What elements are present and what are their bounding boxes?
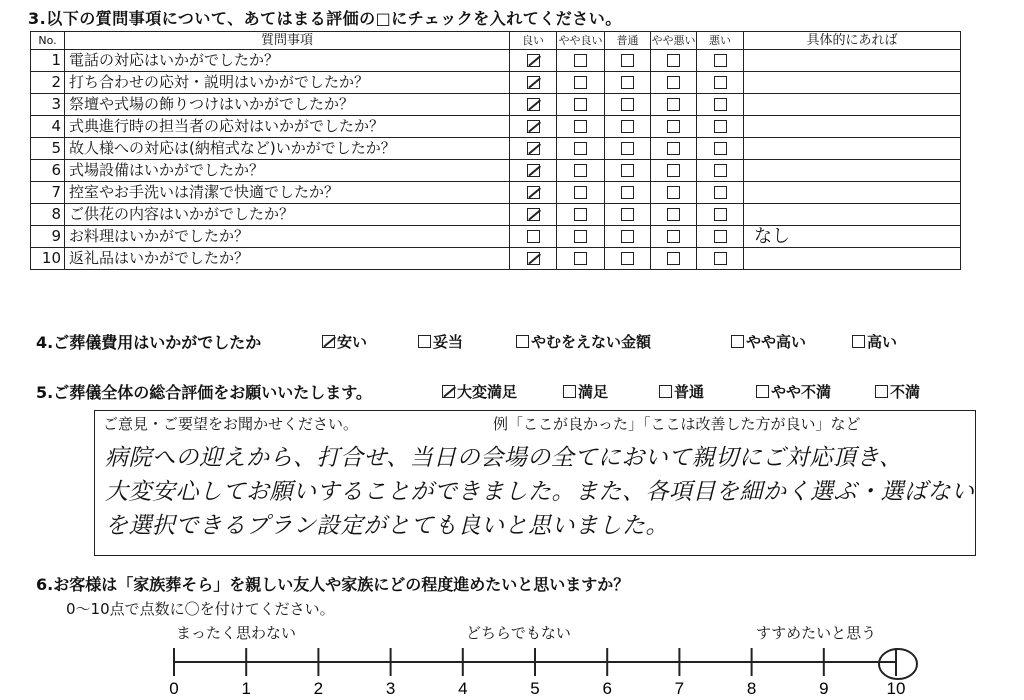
section4-checkbox[interactable] <box>731 335 744 348</box>
rating-checkbox[interactable] <box>527 186 540 199</box>
rating-checkbox[interactable] <box>621 76 634 89</box>
rating-cell <box>697 182 744 204</box>
rating-checkbox[interactable] <box>574 186 587 199</box>
question-text: 控室やお手洗いは清潔で快適でしたか？ <box>65 182 510 204</box>
section5-option[interactable] <box>563 381 608 402</box>
rating-cell <box>651 204 697 226</box>
section4-option[interactable] <box>516 331 651 352</box>
rating-checkbox[interactable] <box>574 54 587 67</box>
rating-cell <box>557 116 605 138</box>
section5-checkbox[interactable] <box>875 385 888 398</box>
rating-checkbox[interactable] <box>714 252 727 265</box>
table-row <box>31 226 961 248</box>
rating-cell <box>697 248 744 270</box>
rating-cell <box>510 72 557 94</box>
rating-cell <box>557 204 605 226</box>
section6-title: 6.お客様は「家族葬そら」を親しい友人や家族にどの程度進めたいと思いますか？ <box>36 575 630 594</box>
section5-option[interactable] <box>659 381 704 402</box>
question-text: 打ち合わせの応対・説明はいかがでしたか？ <box>65 72 510 94</box>
section5-option-label: やや不満 <box>771 383 832 401</box>
scale-tick-label[interactable]: 0 <box>169 679 179 698</box>
table-row <box>31 160 961 182</box>
header-rating-bad: 悪い <box>697 32 744 50</box>
rating-checkbox[interactable] <box>667 186 680 199</box>
rating-checkbox[interactable] <box>621 230 634 243</box>
question-text: ご供花の内容はいかがでしたか？ <box>65 204 510 226</box>
rating-checkbox[interactable] <box>621 164 634 177</box>
table-row <box>31 50 961 72</box>
rating-cell <box>557 50 605 72</box>
rating-checkbox[interactable] <box>667 164 680 177</box>
rating-cell <box>697 50 744 72</box>
question-comment[interactable]: なし <box>744 226 961 248</box>
rating-cell <box>605 138 651 160</box>
rating-cell <box>510 94 557 116</box>
rating-checkbox[interactable] <box>527 54 540 67</box>
section4-option[interactable] <box>852 331 897 352</box>
section5-option[interactable] <box>756 381 831 402</box>
rating-checkbox[interactable] <box>527 164 540 177</box>
rating-checkbox[interactable] <box>574 252 587 265</box>
rating-checkbox[interactable] <box>667 142 680 155</box>
rating-cell <box>605 204 651 226</box>
table-row <box>31 72 961 94</box>
header-comment: 具体的にあれば <box>744 32 961 50</box>
section5-option-label: 満足 <box>578 383 609 401</box>
rating-checkbox[interactable] <box>574 98 587 111</box>
rating-checkbox[interactable] <box>621 208 634 221</box>
section5-option[interactable] <box>875 381 920 402</box>
table-row <box>31 116 961 138</box>
rating-cell <box>605 226 651 248</box>
rating-cell <box>651 248 697 270</box>
rating-cell <box>651 116 697 138</box>
scale-tick-label[interactable]: 3 <box>385 679 396 698</box>
question-comment[interactable] <box>744 50 961 72</box>
rating-checkbox[interactable] <box>667 76 680 89</box>
question-number: 2 <box>31 72 65 94</box>
question-number: 4 <box>31 116 65 138</box>
section5-checkbox[interactable] <box>563 385 576 398</box>
rating-checkbox[interactable] <box>621 186 634 199</box>
header-no: No. <box>31 32 65 50</box>
scale-tick-label[interactable]: 2 <box>313 679 324 698</box>
section4-option[interactable] <box>731 331 806 352</box>
comment-prompt: ご意見・ご要望をお聞かせください。 <box>103 415 359 433</box>
question-number: 9 <box>31 226 65 248</box>
rating-checkbox[interactable] <box>667 208 680 221</box>
question-comment[interactable] <box>744 160 961 182</box>
rating-cell <box>510 182 557 204</box>
rating-cell <box>651 160 697 182</box>
rating-cell <box>697 204 744 226</box>
rating-checkbox[interactable] <box>714 120 727 133</box>
rating-checkbox[interactable] <box>714 98 727 111</box>
section4-title: 4.ご葬儀費用はいかがでしたか <box>36 333 262 352</box>
table-row <box>31 138 961 160</box>
section4-option-label: 安い <box>337 333 368 351</box>
rating-cell <box>605 160 651 182</box>
score-scale <box>160 640 950 700</box>
rating-cell <box>510 248 557 270</box>
section4-option-label: やや高い <box>746 333 807 351</box>
section4-checkbox[interactable] <box>852 335 865 348</box>
section5-option[interactable] <box>442 381 517 402</box>
rating-checkbox[interactable] <box>667 98 680 111</box>
table-row <box>31 248 961 270</box>
rating-cell <box>697 72 744 94</box>
comment-example: 例「ここが良かった」「ここは改善した方が良い」など <box>493 415 861 433</box>
rating-cell <box>557 138 605 160</box>
scale-label-high: すすめたいと思う <box>756 624 877 642</box>
question-comment[interactable] <box>744 138 961 160</box>
question-number: 5 <box>31 138 65 160</box>
question-text: 返礼品はいかがでしたか？ <box>65 248 510 270</box>
rating-checkbox[interactable] <box>714 186 727 199</box>
rating-checkbox[interactable] <box>667 54 680 67</box>
question-text: 電話の対応はいかがでしたか？ <box>65 50 510 72</box>
rating-cell <box>651 182 697 204</box>
header-rating-average: 普通 <box>605 32 651 50</box>
section5-checkbox[interactable] <box>756 385 769 398</box>
rating-cell <box>697 138 744 160</box>
rating-checkbox[interactable] <box>714 230 727 243</box>
question-number: 7 <box>31 182 65 204</box>
scale-tick-label[interactable]: 7 <box>674 679 685 698</box>
section4-checkbox[interactable] <box>516 335 529 348</box>
rating-checkbox[interactable] <box>667 120 680 133</box>
rating-cell <box>651 50 697 72</box>
rating-cell <box>605 72 651 94</box>
header-rating-fairly-bad: やや悪い <box>651 32 697 50</box>
section5-checkbox[interactable] <box>442 385 455 398</box>
scale-label-mid: どちらでもない <box>466 624 571 642</box>
rating-cell <box>605 182 651 204</box>
rating-cell <box>605 248 651 270</box>
section6-subtitle: 0〜10点で点数に〇を付けてください。 <box>66 600 335 618</box>
question-number: 3 <box>31 94 65 116</box>
rating-checkbox[interactable] <box>527 120 540 133</box>
rating-cell <box>605 50 651 72</box>
question-comment[interactable] <box>744 116 961 138</box>
question-text: 式場設備はいかがでしたか？ <box>65 160 510 182</box>
rating-checkbox[interactable] <box>621 98 634 111</box>
header-rating-good: 良い <box>510 32 557 50</box>
rating-cell <box>697 160 744 182</box>
rating-cell <box>557 248 605 270</box>
header-rating-fairly-good: やや良い <box>557 32 605 50</box>
scale-tick-label[interactable]: 4 <box>458 679 468 698</box>
section5-option-label: 大変満足 <box>457 383 518 401</box>
section4-option-label: 高い <box>867 333 898 351</box>
question-number: 10 <box>31 248 65 270</box>
rating-cell <box>651 138 697 160</box>
rating-checkbox[interactable] <box>714 54 727 67</box>
rating-cell <box>651 226 697 248</box>
rating-checkbox[interactable] <box>574 208 587 221</box>
rating-checkbox[interactable] <box>527 208 540 221</box>
question-comment[interactable] <box>744 204 961 226</box>
rating-cell <box>510 160 557 182</box>
section3-title: 3.以下の質問事項について、あてはまる評価の□にチェックを入れてください。 <box>28 9 622 28</box>
rating-cell <box>605 94 651 116</box>
rating-cell <box>651 94 697 116</box>
rating-cell <box>557 160 605 182</box>
rating-checkbox[interactable] <box>527 76 540 89</box>
rating-cell <box>557 72 605 94</box>
scale-label-low: まったく思わない <box>176 624 297 642</box>
rating-cell <box>510 116 557 138</box>
scale-tick-label[interactable]: 5 <box>530 679 540 698</box>
question-comment[interactable] <box>744 182 961 204</box>
rating-cell <box>697 94 744 116</box>
question-text: 故人様への対応は(納棺式など)いかがでしたか？ <box>65 138 510 160</box>
rating-checkbox[interactable] <box>574 120 587 133</box>
rating-cell <box>557 94 605 116</box>
question-comment[interactable] <box>744 94 961 116</box>
section4-option-label: やむをえない金額 <box>531 333 652 351</box>
question-text: 式典進行時の担当者の応対はいかがでしたか？ <box>65 116 510 138</box>
rating-checkbox[interactable] <box>714 208 727 221</box>
section4-checkbox[interactable] <box>418 335 431 348</box>
rating-checkbox[interactable] <box>527 98 540 111</box>
section5-option-label: 普通 <box>674 383 705 401</box>
comment-line-2: 大変安心してお願いすることができました。また、各項目を細かく選ぶ・選ばない <box>105 479 975 505</box>
rating-checkbox[interactable] <box>667 252 680 265</box>
rating-checkbox[interactable] <box>574 164 587 177</box>
rating-checkbox[interactable] <box>621 252 634 265</box>
selected-score-circle <box>879 649 917 679</box>
rating-checkbox[interactable] <box>574 142 587 155</box>
table-row <box>31 204 961 226</box>
rating-checkbox[interactable] <box>667 230 680 243</box>
section5-checkbox[interactable] <box>659 385 672 398</box>
rating-cell <box>697 116 744 138</box>
rating-checkbox[interactable] <box>621 54 634 67</box>
question-number: 8 <box>31 204 65 226</box>
table-header-row <box>31 32 961 50</box>
question-comment[interactable] <box>744 248 961 270</box>
rating-cell <box>510 204 557 226</box>
scale-tick-label[interactable]: 6 <box>602 679 612 698</box>
rating-cell <box>510 138 557 160</box>
section4-option[interactable] <box>322 331 367 352</box>
scale-tick-label[interactable]: 9 <box>819 679 829 698</box>
question-number: 6 <box>31 160 65 182</box>
section4-option-label: 妥当 <box>433 333 464 351</box>
rating-cell <box>510 226 557 248</box>
comment-box <box>94 410 976 556</box>
comment-line-3: を選択できるプラン設定がとても良いと思いました。 <box>105 513 669 539</box>
rating-checkbox[interactable] <box>714 142 727 155</box>
rating-checkbox[interactable] <box>574 76 587 89</box>
question-table <box>30 31 961 270</box>
scale-tick-label[interactable]: 1 <box>241 679 251 698</box>
rating-checkbox[interactable] <box>527 252 540 265</box>
rating-cell <box>605 116 651 138</box>
rating-checkbox[interactable] <box>621 142 634 155</box>
rating-cell <box>557 226 605 248</box>
table-row <box>31 94 961 116</box>
comment-line-1: 病院への迎えから、打合せ、当日の会場の全てにおいて親切にご対応頂き、 <box>105 445 903 471</box>
question-number: 1 <box>31 50 65 72</box>
section5-title: 5.ご葬儀全体の総合評価をお願いいたします。 <box>36 383 372 402</box>
section5-option-label: 不満 <box>890 383 921 401</box>
scale-tick-label[interactable]: 10 <box>886 679 906 698</box>
question-text: お料理はいかがでしたか？ <box>65 226 510 248</box>
rating-checkbox[interactable] <box>527 230 540 243</box>
rating-checkbox[interactable] <box>527 142 540 155</box>
section4-checkbox[interactable] <box>322 335 335 348</box>
table-row <box>31 182 961 204</box>
rating-cell <box>510 50 557 72</box>
section4-option[interactable] <box>418 331 463 352</box>
question-text: 祭壇や式場の飾りつけはいかがでしたか？ <box>65 94 510 116</box>
rating-checkbox[interactable] <box>714 164 727 177</box>
rating-checkbox[interactable] <box>574 230 587 243</box>
question-comment[interactable] <box>744 72 961 94</box>
rating-cell <box>697 226 744 248</box>
header-question: 質問事項 <box>65 32 510 50</box>
scale-tick-label[interactable]: 8 <box>746 679 757 698</box>
rating-checkbox[interactable] <box>714 76 727 89</box>
rating-cell <box>651 72 697 94</box>
rating-checkbox[interactable] <box>621 120 634 133</box>
rating-cell <box>557 182 605 204</box>
